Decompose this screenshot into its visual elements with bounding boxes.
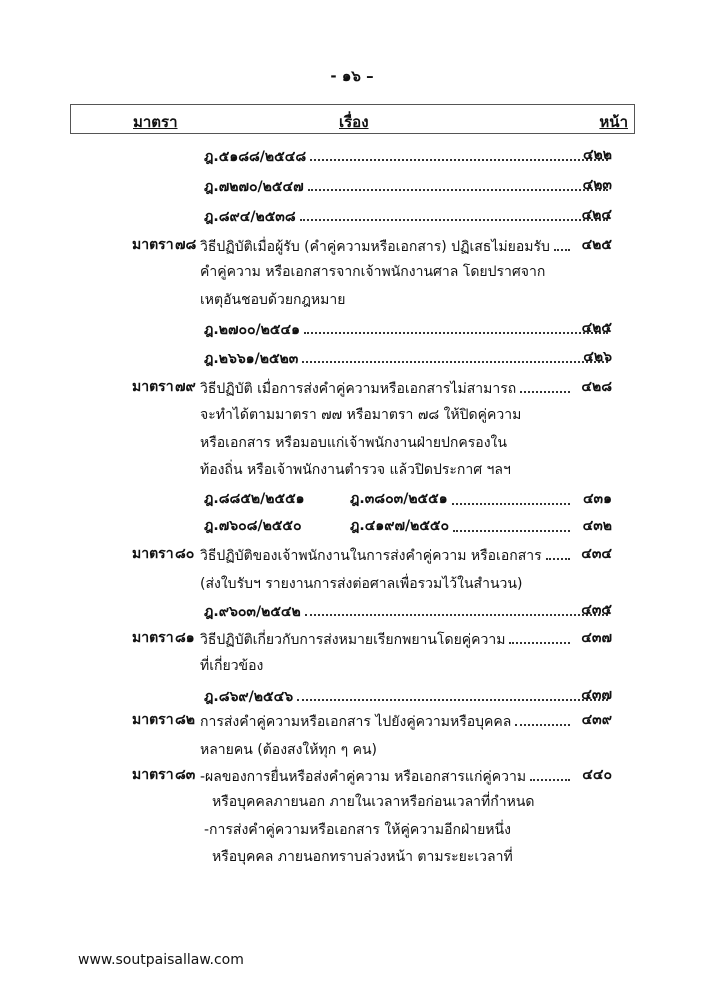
index-row xyxy=(0,818,704,842)
continuation-text: จะทำได้ตามมาตรา ๗๗ หรือมาตรา ๗๘ ให้ปิดคู่ความ xyxy=(200,407,522,423)
continuation-text: คำคู่ความ หรือเอกสารจากเจ้าพนักงานศาล โดยปราศจาก xyxy=(200,264,546,280)
index-row xyxy=(0,403,704,427)
dot-leader xyxy=(302,345,608,363)
continuation-text: หรือบุคคลภายนอก ภายในเวลาหรือก่อนเวลาที่กำหนด xyxy=(212,794,535,810)
section-title: วิธีปฏิบัติเมื่อผู้รับ (คำคู่ความหรือเอกสาร) ปฏิเสธไม่ยอมรับ xyxy=(200,239,550,255)
section-label: มาตรา xyxy=(132,712,174,728)
index-row xyxy=(0,654,704,678)
case-ref: ฎ.๕๑๘๘/๒๕๔๘ xyxy=(204,149,307,165)
page-ref: ๔๓๔ xyxy=(581,546,612,562)
section-entry xyxy=(200,542,574,568)
index-row xyxy=(0,514,704,538)
page-ref: ๔๒๕ xyxy=(581,237,612,253)
page-ref: ๔๓๕ xyxy=(581,602,612,618)
index-row xyxy=(0,542,704,566)
dot-leader xyxy=(297,683,608,701)
case-entry xyxy=(350,487,574,511)
case-entry xyxy=(204,203,612,229)
case-entry xyxy=(204,316,612,342)
case-entry xyxy=(204,683,612,709)
dot-leader xyxy=(300,203,608,221)
section-label: มาตรา xyxy=(132,630,174,646)
index-row xyxy=(0,487,704,511)
section-label: มาตรา xyxy=(132,767,174,783)
dot-leader xyxy=(520,375,570,393)
dot-leader xyxy=(509,626,570,644)
dot-leader xyxy=(515,708,570,726)
section-entry xyxy=(200,233,574,259)
index-row xyxy=(0,260,704,284)
case-ref: ฎ.๒๗๐๐/๒๕๔๑ xyxy=(204,322,300,338)
section-entry xyxy=(200,626,574,652)
page-ref: ๔๓๗ xyxy=(581,630,612,646)
index-row xyxy=(0,598,704,622)
section-title: วิธีปฏิบัติของเจ้าพนักงานในการส่งคำคู่ความ หรือเอกสาร xyxy=(200,548,542,564)
case-entry xyxy=(204,345,612,371)
index-row xyxy=(0,790,704,814)
dot-leader xyxy=(453,514,570,532)
table-header xyxy=(70,104,635,134)
continuation-text: หรือบุคคล ภายนอกทราบล่วงหน้า ตามระยะเวลาที่ xyxy=(212,849,513,865)
section-number: ๗๘ xyxy=(175,237,197,253)
section-number: ๘๓ xyxy=(175,767,196,783)
index-row xyxy=(0,233,704,257)
case-ref: ฎ.๘๙๔/๒๕๓๘ xyxy=(204,209,296,225)
section-entry xyxy=(200,763,574,789)
section-number: ๘๐ xyxy=(175,546,195,562)
header-subject: เรื่อง xyxy=(339,113,369,131)
case-ref: ฎ.๘๘๕๒/๒๕๕๑ xyxy=(204,491,305,507)
continuation-text: ท้องถิ่น หรือเจ้าพนักงานตำรวจ แล้วปิดประกาศ ฯลฯ xyxy=(200,462,511,478)
index-row xyxy=(0,203,704,227)
case-ref: ฎ.๗๖๐๘/๒๕๕๐ xyxy=(204,518,302,534)
continuation-text: ที่เกี่ยวข้อง xyxy=(200,658,264,674)
case-entry xyxy=(350,514,574,538)
section-entry xyxy=(200,708,574,734)
section-title: -ผลของการยื่นหรือส่งคำคู่ความ หรือเอกสารแก่คู่ความ xyxy=(200,769,527,785)
case-entry xyxy=(204,598,612,624)
index-row xyxy=(0,143,704,167)
dot-leader xyxy=(530,763,570,781)
page-ref: ๔๒๒ xyxy=(582,147,612,163)
index-row xyxy=(0,375,704,399)
case-ref: ฎ.๘๖๙/๒๕๔๖ xyxy=(204,689,294,705)
page-ref: ๔๒๘ xyxy=(581,379,612,395)
page-number: - ๑๖ – xyxy=(330,67,374,85)
section-label: มาตรา xyxy=(132,379,174,395)
index-row xyxy=(0,173,704,197)
dot-leader xyxy=(452,487,570,505)
header-page: หน้า xyxy=(599,113,628,131)
index-row xyxy=(0,572,704,596)
case-ref: ฎ.๔๑๙๗/๒๕๕๐ xyxy=(350,518,450,534)
section-title: วิธีปฏิบัติเกี่ยวกับการส่งหมายเรียกพยานโดยคู่ความ xyxy=(200,632,506,648)
index-row xyxy=(0,845,704,869)
page-ref: ๔๓๙ xyxy=(581,712,612,728)
section-number: ๘๑ xyxy=(175,630,195,646)
index-row xyxy=(0,738,704,762)
index-row xyxy=(0,316,704,340)
index-row xyxy=(0,458,704,482)
index-row xyxy=(0,431,704,455)
index-row xyxy=(0,626,704,650)
case-ref: ฎ.๗๒๗๐/๒๕๔๗ xyxy=(204,179,304,195)
index-row xyxy=(0,708,704,732)
continuation-text: หรือเอกสาร หรือมอบแก่เจ้าพนักงานฝ่ายปกครองใน xyxy=(200,435,507,451)
dot-leader xyxy=(305,598,608,616)
dot-leader xyxy=(554,233,570,251)
page-ref: ๔๒๕ xyxy=(581,320,612,336)
page-ref: ๔๓๑ xyxy=(582,491,612,507)
case-ref: ฎ.๒๖๖๑/๒๕๒๓ xyxy=(204,351,299,367)
case-entry xyxy=(204,173,612,199)
index-row xyxy=(0,683,704,707)
header-section: มาตรา xyxy=(133,113,178,131)
section-title: วิธีปฏิบัติ เมื่อการส่งคำคู่ความหรือเอกสารไม่สามารถ xyxy=(200,381,517,397)
section-title: การส่งคำคู่ความหรือเอกสาร ไปยังคู่ความหรือบุคคล xyxy=(200,714,512,730)
dot-leader xyxy=(310,143,608,161)
case-entry xyxy=(204,143,612,169)
index-row xyxy=(0,763,704,787)
continuation-text: เหตุอันชอบด้วยกฎหมาย xyxy=(200,292,346,308)
continuation-text: (ส่งใบรับฯ รายงานการส่งต่อศาลเพื่อรวมไว้ในสำนวน) xyxy=(200,576,523,592)
website-footer: www.soutpaisallaw.com xyxy=(78,952,244,968)
section-number: ๘๒ xyxy=(175,712,196,728)
index-row xyxy=(0,288,704,312)
page-ref: ๔๒๔ xyxy=(581,207,612,223)
section-entry xyxy=(200,375,574,401)
continuation-text: -การส่งคำคู่ความหรือเอกสาร ให้คู่ความอีกฝ่ายหนึ่ง xyxy=(204,822,511,838)
page-ref: ๔๓๒ xyxy=(582,518,612,534)
dot-leader xyxy=(546,542,570,560)
case-ref: ฎ.๓๘๐๓/๒๕๕๑ xyxy=(350,491,448,507)
section-number: ๗๙ xyxy=(175,379,196,395)
page-ref: ๔๒๓ xyxy=(582,177,612,193)
page-ref: ๔๒๖ xyxy=(583,349,612,365)
page-ref: ๔๔๐ xyxy=(582,767,612,783)
continuation-text: หลายคน (ต้องสงให้ทุก ๆ คน) xyxy=(200,742,378,758)
section-label: มาตรา xyxy=(132,237,174,253)
case-ref: ฎ.๙๖๐๓/๒๕๔๒ xyxy=(204,604,301,620)
dot-leader xyxy=(308,173,608,191)
index-row xyxy=(0,345,704,369)
dot-leader xyxy=(304,316,608,334)
section-label: มาตรา xyxy=(132,546,174,562)
page-ref: ๔๓๗ xyxy=(581,687,612,703)
